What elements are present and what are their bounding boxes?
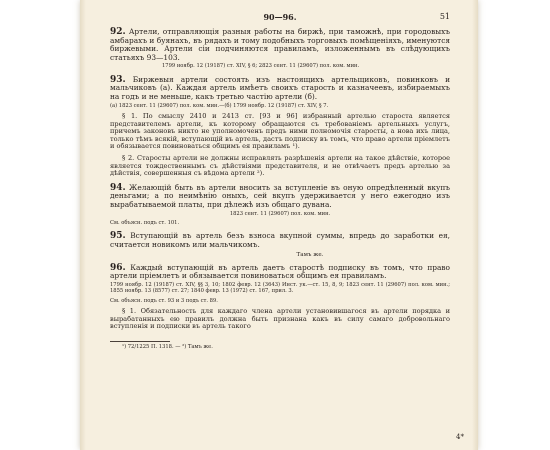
article-number: 93. [110, 74, 126, 85]
footnote: ¹) 72/1225 П. 1318. — ²) Тамъ же. [122, 343, 213, 350]
article-source: 1799 ноябр. 12 (19187) ст. XIV, § 6; 2823 сент. 11 (29607) пол. ком. мин. [162, 63, 360, 70]
commentary-paragraph: § 1. По смыслу 2410 и 2413 ст. [93 и 96] избранный артелью староста является представителемъ артели, къ которому обращаются съ требованіемъ артельныхъ услугъ, причемъ законовъ никто не уполномоченъ предъ ними полномочія старосты, а нова ихъ лица, только тѣмъ всякій, вступающій въ артель, дастъ подписку въ томъ, что право артели пріемлетъ и обязывается повиноваться общимъ ея правиламъ ¹). [110, 111, 450, 151]
article-number: 92. [110, 27, 126, 37]
article-text: Биржевыя артели состоять изъ настоящихъ артельщиковъ, повинковъ и мальчиковъ (а). Каждая артель имѣетъ своихъ старость и казначеевъ, избираемыхъ на годъ и не меньше, какъ третью частію артели (б). [110, 74, 450, 101]
article-96 [110, 264, 450, 281]
article-94 [110, 184, 450, 210]
article-source: (а) 1823 сент. 11 (29607) пол. ком. мин.—(б) 1799 ноябр. 12 (19187) ст. XIV, § 7. [110, 102, 329, 109]
article-92 [110, 28, 450, 62]
article-number: 95. [110, 231, 126, 242]
article-95 [110, 232, 450, 249]
article-source: Тамъ же. [296, 251, 324, 258]
footnote-divider [110, 341, 170, 342]
signature-mark: 4* [456, 433, 464, 441]
article-source: 1799 ноябр. 12 (19187) ст. XIV, §§ 3, 10; 1802 февр. 12 (3643) Инст. ук.—ст. 15, 8, 9; 1823 сент. 11 (29607) пол. ком. мин.; 1855 ноябр. 13 (8577) ст. 27; 1840 февр. 13 (1972) ст. 167, прил. 3. [110, 281, 450, 295]
cross-reference: См. объясн. подъ ст. 93 и 3 подъ ст. 89. [110, 297, 218, 304]
book-page [80, 0, 478, 450]
article-number: 94. [110, 182, 126, 193]
article-text: Вступающій въ артель безъ взноса вкупной суммы, впредь до заработки ея, считается новикомъ или мальчикомъ. [110, 231, 450, 249]
page-edge-right [472, 0, 478, 450]
page-number: 51 [439, 12, 450, 21]
article-text: Каждый вступающій въ артель даетъ старостѣ подписку въ томъ, что право артели пріемлетъ и обязывается повиноваться общимъ ея правиламъ. [110, 262, 450, 281]
article-93 [110, 76, 450, 102]
article-text: Желающій быть въ артели вносить за вступленіе въ оную опредѣленный вкупъ деньгами; а по неимѣнію оныхъ, сей вкупъ удерживается у него ежегодно изъ вырабатываемой платы, при дѣлежѣ изъ общаго дувана. [110, 182, 450, 209]
article-number: 96. [110, 262, 126, 273]
commentary-paragraph: § 1. Обязательность для каждаго члена артели установившагося въ артели порядка и вырабатанныхъ ею правилъ должна быть признана какъ въ силу самаго добровольнаго вступленія и подписки въ артель такого [110, 306, 450, 331]
cross-reference: См. объясн. подъ ст. 101. [110, 219, 180, 226]
article-text: Артели, отправляющія разныя работы на биржѣ, при таможнѣ, при городовыхъ амбарахъ и буянахъ, въ рядахъ и тому подобныхъ торговыхъ помѣщеніяхъ, именуются биржевыми. Артели сіи подчиняются правиламъ, изложеннымъ въ слѣдующихъ статьяхъ 93—103. [110, 27, 450, 62]
running-header [110, 12, 450, 26]
page-content [110, 12, 450, 450]
commentary-paragraph: § 2. Старосты артели не должны исправлять разрѣшенія артели на такое дѣйствіе, которое является тождественнымъ съ дѣйствіями представителя, и не отвѣчаетъ предъ артелью за дѣйствія, совершенныя съ вѣдома артели ²). [110, 153, 450, 178]
page-edge-left [80, 0, 86, 450]
article-range: 90—96. [263, 12, 297, 22]
article-source: 1823 сент. 11 (29607) пол. ком. мин. [229, 210, 331, 217]
